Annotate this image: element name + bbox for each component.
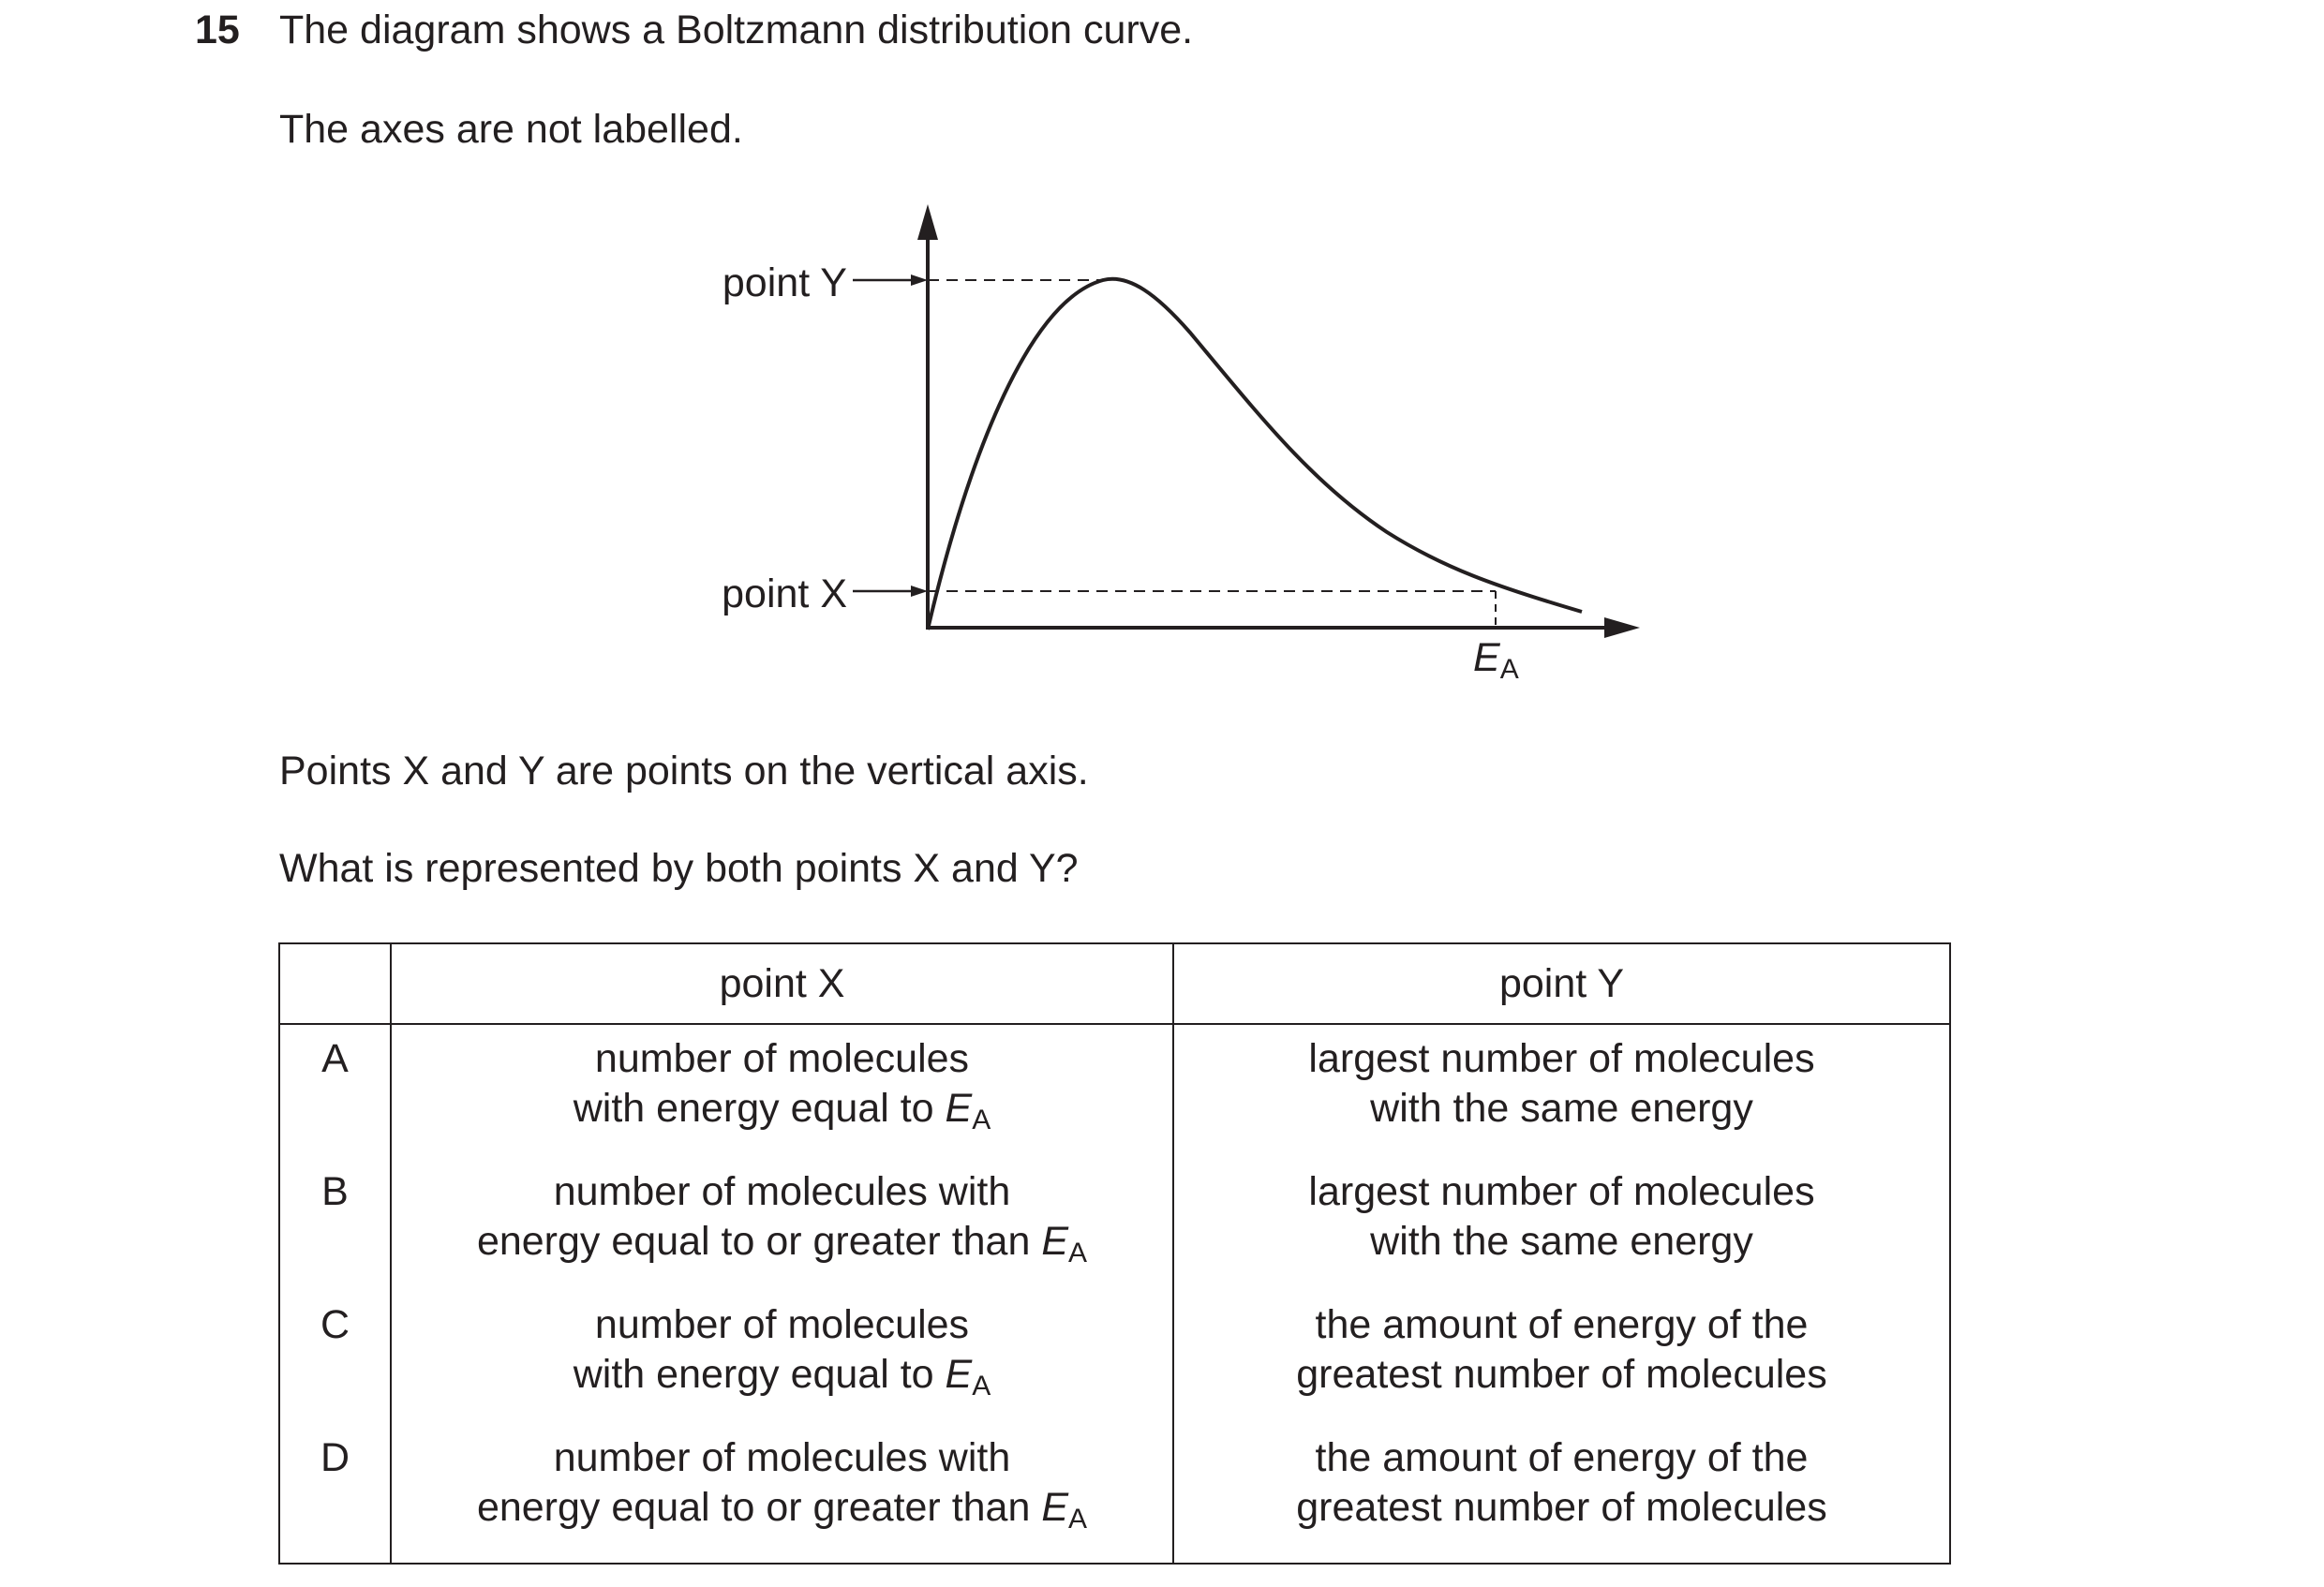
table-header-row: [279, 943, 1950, 1024]
question-stem: The diagram shows a Boltzmann distribution curve.: [279, 7, 1194, 52]
point-x-label: point X: [722, 571, 847, 616]
option-point-x: number of molecules with energy equal to EA: [391, 1291, 1173, 1424]
horizontal-axis-arrowhead: [1604, 617, 1640, 638]
header-point-x: point X: [391, 943, 1173, 1024]
option-point-y: largest number of molecules with the same energy: [1173, 1024, 1950, 1158]
option-letter: D: [279, 1424, 391, 1564]
option-point-x: number of molecules with energy equal to EA: [391, 1024, 1173, 1158]
points-statement: Points X and Y are points on the vertical axis.: [279, 749, 1089, 794]
distribution-curve: [928, 279, 1582, 630]
option-letter: A: [279, 1024, 391, 1158]
option-letter: B: [279, 1158, 391, 1291]
option-letter: C: [279, 1291, 391, 1424]
option-row-d[interactable]: [279, 1424, 1950, 1564]
question-number: 15: [195, 7, 240, 52]
option-row-b[interactable]: [279, 1158, 1950, 1291]
option-row-a[interactable]: [279, 1024, 1950, 1158]
header-point-y: point Y: [1173, 943, 1950, 1024]
option-point-x: number of molecules with energy equal to or greater than EA: [391, 1158, 1173, 1291]
point-x-pointer-head: [911, 586, 928, 597]
question-note: The axes are not labelled.: [279, 107, 743, 152]
answer-options-table: [278, 942, 1951, 1565]
option-point-x: number of molecules with energy equal to or greater than EA: [391, 1424, 1173, 1564]
question-prompt: What is represented by both points X and Y?: [279, 846, 1079, 891]
option-point-y: the amount of energy of the greatest number of molecules: [1173, 1424, 1950, 1564]
vertical-axis-arrowhead: [917, 204, 938, 240]
ea-label-sub: A: [1499, 654, 1519, 685]
option-point-y: the amount of energy of the greatest number of molecules: [1173, 1291, 1950, 1424]
boltzmann-diagram: [0, 0, 2324, 731]
point-y-label: point Y: [722, 260, 847, 305]
option-point-y: largest number of molecules with the same energy: [1173, 1158, 1950, 1291]
point-y-pointer-head: [911, 274, 928, 286]
ea-label: [1473, 635, 1519, 685]
ea-label-main: E: [1473, 635, 1500, 680]
option-row-c[interactable]: [279, 1291, 1950, 1424]
header-empty-cell: [279, 943, 391, 1024]
